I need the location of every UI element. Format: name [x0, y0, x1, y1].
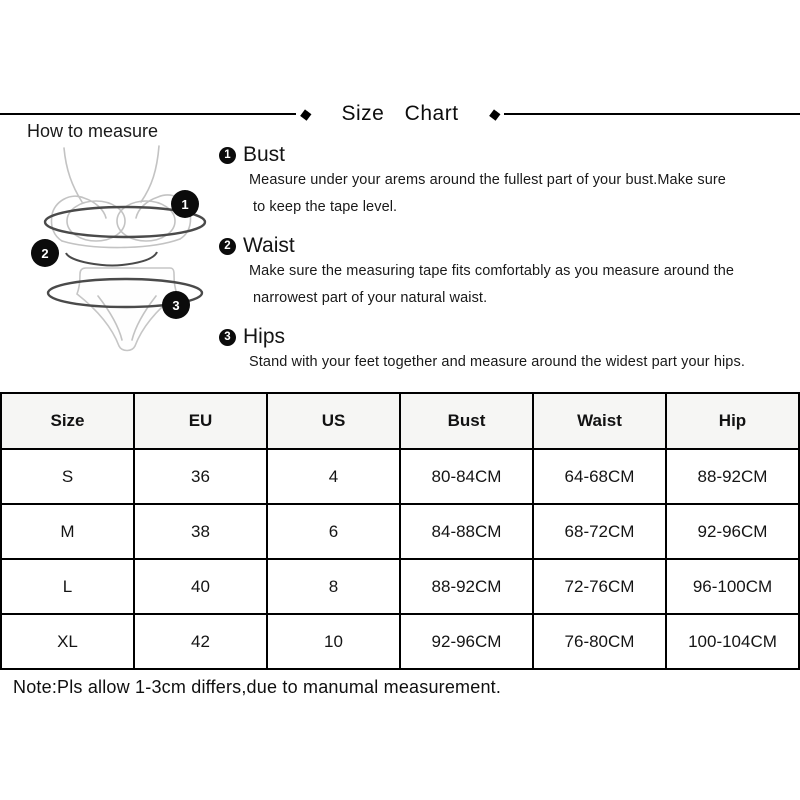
figure-badge-2: [31, 239, 59, 267]
col-header-eu: EU: [134, 393, 267, 449]
waist-number-badge: 2: [219, 238, 236, 255]
bust-title: Bust: [243, 143, 286, 166]
cell-us-l: 8: [267, 559, 400, 614]
col-header-waist: Waist: [533, 393, 666, 449]
col-header-us: US: [267, 393, 400, 449]
size-table: [0, 392, 800, 670]
waist-description: [249, 258, 791, 312]
cell-hip-s: 88-92CM: [666, 449, 799, 504]
cell-hip-l: 96-100CM: [666, 559, 799, 614]
section-hips-header: [219, 325, 791, 349]
how-to-measure-label: How to measure: [27, 121, 159, 141]
cell-size-l: L: [1, 559, 134, 614]
cell-waist-s: 64-68CM: [533, 449, 666, 504]
figure-badge-2-number: 2: [41, 246, 49, 261]
figure-badge-1: [171, 190, 199, 218]
section-waist: [219, 234, 791, 312]
hips-description-line1: Stand with your feet together and measure around the widest part your hips.: [249, 354, 745, 370]
cell-waist-xl: 76-80CM: [533, 614, 666, 669]
waist-tape-line: [66, 252, 157, 265]
section-hips: [219, 325, 791, 376]
cell-size-m: M: [1, 504, 134, 559]
cell-hip-xl: 100-104CM: [666, 614, 799, 669]
col-header-hip: Hip: [666, 393, 799, 449]
cell-bust-s: 80-84CM: [400, 449, 533, 504]
figure-badge-1-number: 1: [181, 197, 189, 212]
figure-badge-3-number: 3: [172, 298, 180, 313]
bikini-strap-right: [141, 146, 159, 202]
cell-eu-l: 40: [134, 559, 267, 614]
cell-size-s: S: [1, 449, 134, 504]
bust-description-line2: to keep the tape level.: [253, 199, 398, 215]
col-header-size: Size: [1, 393, 134, 449]
cell-size-xl: XL: [1, 614, 134, 669]
size-table-header-row: [1, 393, 799, 449]
measurement-instructions: [219, 143, 791, 389]
cell-waist-l: 72-76CM: [533, 559, 666, 614]
measurement-note: Note:Pls allow 1-3cm differs,due to manumal measurement.: [13, 677, 502, 697]
table-row-m: [1, 504, 799, 559]
waist-title: Waist: [243, 234, 295, 257]
cell-waist-m: 68-72CM: [533, 504, 666, 559]
cell-eu-xl: 42: [134, 614, 267, 669]
section-waist-header: [219, 234, 791, 258]
cell-hip-m: 92-96CM: [666, 504, 799, 559]
col-header-bust: Bust: [400, 393, 533, 449]
bikini-strap-left: [64, 148, 82, 202]
diamond-icon: ◆: [298, 104, 313, 124]
cell-eu-m: 38: [134, 504, 267, 559]
cell-bust-xl: 92-96CM: [400, 614, 533, 669]
cell-bust-m: 84-88CM: [400, 504, 533, 559]
bikini-measurement-illustration: [22, 142, 218, 374]
cell-us-xl: 10: [267, 614, 400, 669]
bust-description-line1: Measure under your arems around the fullest part of your bust.Make sure: [249, 172, 726, 188]
diamond-icon: ◆: [487, 104, 502, 124]
cell-eu-s: 36: [134, 449, 267, 504]
section-bust-header: [219, 143, 791, 167]
figure-badge-3: [162, 291, 190, 319]
hips-title: Hips: [243, 325, 286, 348]
header-rule-left: [0, 113, 296, 115]
section-bust: [219, 143, 791, 221]
cell-us-m: 6: [267, 504, 400, 559]
table-row-s: [1, 449, 799, 504]
page-title: Size Chart: [341, 102, 459, 125]
bust-number-badge: 1: [219, 147, 236, 164]
bust-description: [249, 167, 791, 221]
header-rule-right: [504, 113, 800, 115]
table-row-l: [1, 559, 799, 614]
table-row-xl: [1, 614, 799, 669]
hips-description: [249, 349, 791, 376]
cell-bust-l: 88-92CM: [400, 559, 533, 614]
hips-number-badge: 3: [219, 329, 236, 346]
bikini-underband: [62, 239, 180, 248]
waist-description-line2: narrowest part of your natural waist.: [253, 290, 488, 306]
waist-description-line1: Make sure the measuring tape fits comfortably as you measure around the: [249, 263, 735, 279]
cell-us-s: 4: [267, 449, 400, 504]
